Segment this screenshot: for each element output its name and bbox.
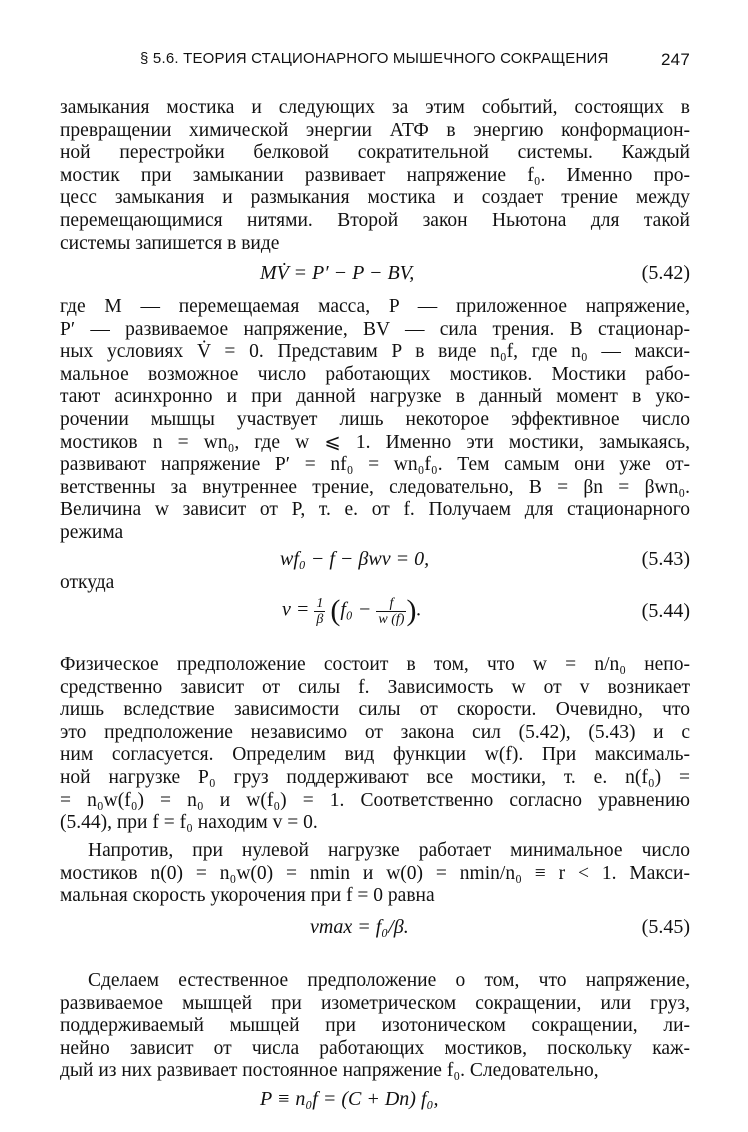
equation-5-43	[60, 548, 690, 576]
equation-formula: vmax = f₀/β.	[310, 916, 409, 938]
text-line: Сделаем естественное предположение о том, что напряжение,	[88, 970, 690, 991]
text-line: ных условиях V̇ = 0. Представим P в виде n₀f, где n₀ — макси-	[60, 341, 690, 363]
paragraph-2	[60, 296, 690, 545]
text-line: превращении химической энергии АТФ в энергию конформацион-	[60, 119, 690, 141]
equation-number: (5.45)	[641, 916, 690, 938]
equation-number: (5.42)	[641, 262, 690, 284]
text-line: тают асинхронно и при данной нагрузке в данный момент в уко-	[60, 386, 690, 408]
text-line: развиваемое мышцей при изометрическом сокращении, или груз,	[60, 992, 690, 1014]
text-line: ной перестройки белковой сократительной системы. Каждый	[60, 142, 690, 164]
text-line: Физическое предположение состоит в том, что w = n/n₀ непо-	[60, 654, 690, 675]
text-line: где M — перемещаемая масса, P — приложенное напряжение,	[60, 296, 690, 317]
text-line: перемещающимися нитями. Второй закон Ньютона для такой	[60, 209, 690, 231]
text-line: ним согласуется. Определим вид функции w(f). При максималь-	[60, 744, 690, 766]
equation-5-45	[60, 916, 690, 944]
fraction-one-over-beta: $\frac{1}{\beta}$	[316, 595, 324, 627]
text-line: мальная скорость укорочения при f = 0 равна	[60, 885, 435, 907]
text-line: режима	[60, 521, 124, 543]
text-line: P′ — развиваемое напряжение, BV — сила трения. В стационар-	[60, 318, 690, 340]
text-line: замыкания мостика и следующих за этим событий, состоящих в	[60, 97, 690, 118]
text-line: ветственны за внутреннее трение, следовательно, B = βn = βwn₀.	[60, 476, 690, 498]
text-line: Величина w зависит от P, т. е. от f. Получаем для стационарного	[60, 499, 690, 521]
text-line: лишь вследствие зависимости силы от скорости. Очевидно, что	[60, 699, 690, 721]
label-otkuda: откуда	[60, 572, 115, 593]
paragraph-3	[60, 654, 690, 835]
text-line: ной нагрузке P₀ груз поддерживают все мостики, т. е. n(f₀) =	[60, 766, 690, 788]
text-line: поддерживаемый мышцей при изотоническом сокращении, ли-	[60, 1015, 690, 1037]
text-line: (5.44), при f = f₀ находим v = 0.	[60, 812, 318, 834]
paragraph-5	[60, 970, 690, 1083]
equation-formula	[282, 594, 421, 628]
equation-formula: wf₀ − f − βwv = 0,	[280, 548, 430, 570]
eq-lhs: v =	[282, 598, 310, 621]
text-line: развивают напряжение P′ = nf₀ = wn₀f₀. Тем самым они уже от-	[60, 454, 690, 476]
text-line: Напротив, при нулевой нагрузке работает минимальное число	[88, 840, 690, 861]
eq-inner: f₀ −	[340, 598, 372, 621]
equation-number: (5.43)	[641, 548, 690, 570]
equation-5-42	[60, 262, 690, 290]
eq-tail: .	[416, 598, 422, 621]
text-line: дый из них развивает постоянное напряжение f₀. Следовательно,	[60, 1060, 599, 1082]
text-line: мостик при замыкании развивает напряжение f₀. Именно про-	[60, 164, 690, 186]
equation-formula: P ≡ n₀f = (C + Dn) f₀,	[260, 1088, 439, 1110]
paren-close: )	[406, 594, 417, 627]
text-line: мальное возможное число работающих мостиков. Мостики рабо-	[60, 363, 690, 385]
text-line: системы запишется в виде	[60, 232, 280, 254]
text-line: мостиков n = wn₀, где w ⩽ 1. Именно эти мостики, замыкаясь,	[60, 431, 690, 453]
paragraph-1	[60, 97, 690, 255]
equation-number: (5.44)	[641, 600, 690, 622]
equation-formula: MV̇ = P′ − P − BV,	[260, 262, 415, 284]
page-number: 247	[661, 50, 690, 69]
text-line: это предположение независимо от закона сил (5.42), (5.43) и с	[60, 721, 690, 743]
text-line: цесс замыкания и размыкания мостика и создает трение между	[60, 187, 690, 209]
equation-5-44	[60, 592, 690, 636]
text-line: средственно зависит от силы f. Зависимость w от v возникает	[60, 676, 690, 698]
paren-open: (	[330, 594, 341, 627]
section-title: § 5.6. ТЕОРИЯ СТАЦИОНАРНОГО МЫШЕЧНОГО СОКРАЩЕНИЯ	[140, 50, 609, 67]
text-line: нейно зависит от числа работающих мостиков, поскольку каж-	[60, 1037, 690, 1059]
paragraph-4	[60, 840, 690, 908]
fraction-f-over-w: $\frac{f}{w (f)}$	[378, 595, 405, 627]
text-line: мостиков n(0) = n₀w(0) = nmin и w(0) = nmin/n₀ ≡ r < 1. Макси-	[60, 862, 690, 884]
text-line: рочении мышцы участвует лишь некоторое эффективное число	[60, 408, 690, 430]
text-line: = n₀w(f₀) = n₀ и w(f₀) = 1. Соответственно согласно уравнению	[60, 789, 690, 811]
equation-last	[60, 1088, 690, 1116]
